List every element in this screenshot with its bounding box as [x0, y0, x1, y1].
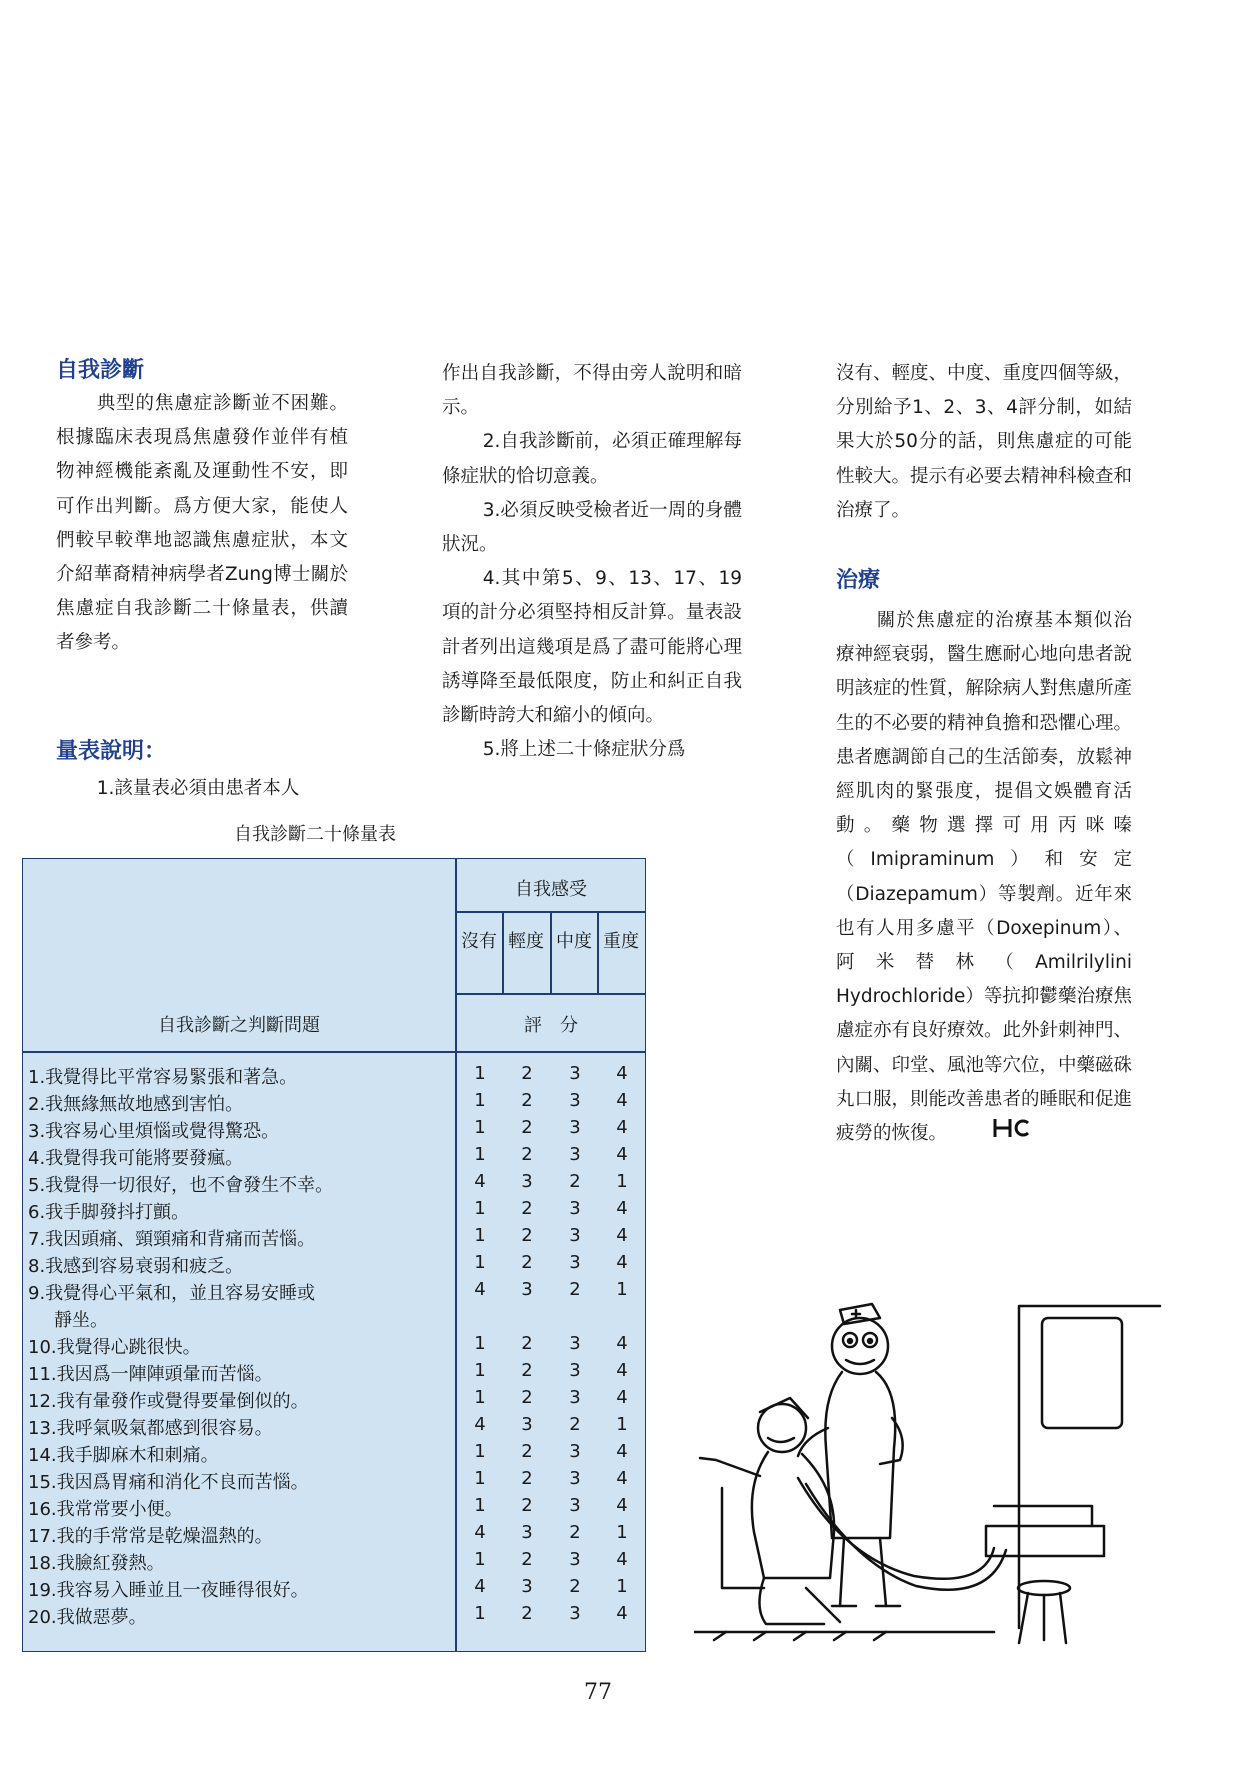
divider: [597, 911, 599, 993]
divider: [455, 859, 457, 1651]
header-question: 自我診斷之判斷問題: [158, 1015, 320, 1036]
header-level-mild: 輕度: [508, 931, 544, 952]
scale-note-5-end: 沒有、輕度、中度、重度四個等級，分別給予1、2、3、4評分制，如結果大於50分的話，則焦慮症的可能性較大。提示有必要去精神科檢查和治療了。: [836, 363, 1133, 521]
header-level-severe: 重度: [603, 931, 639, 952]
divider: [455, 993, 645, 995]
scale-note-5-start: 5.將上述二十條症狀分爲: [482, 739, 686, 761]
page-number: 77: [584, 1680, 612, 1705]
heading-treatment: 治療: [836, 568, 881, 593]
scale-note-2: 2.自我診斷前，必須正確理解每條症狀的恰切意義。: [442, 431, 742, 487]
table-caption: 自我診斷二十條量表: [234, 824, 396, 845]
divider: [23, 1051, 645, 1053]
scale-note-3: 3.必須反映受檢者近一周的身體狀況。: [442, 499, 742, 556]
scale-note-4: 4.其中第5、9、13、17、19項的計分必須堅持相反計算。量表設計者列出這幾項是爲了盡可能將心理誘導降至最低限度，防止和糾正自我診斷時誇大和縮小的傾向。: [442, 568, 742, 727]
scale-note-1-start: 1.該量表必須由患者本人: [96, 778, 300, 799]
scale-note-1-end: 作出自我診斷，不得由旁人說明和暗示。: [442, 363, 742, 419]
header-level-none: 沒有: [461, 931, 497, 952]
hc-logo: [951, 1117, 1032, 1151]
intro-text: 典型的焦慮症診斷並不困難。根據臨床表現爲焦慮發作並伴有植物神經機能紊亂及運動性不安，即可作出判斷。爲方便大家，能使人們較早較準地認識焦慮症狀，本文介紹華裔精神病學者Zung博士關於焦慮症自我診斷二十條量表，供讀者參考。: [56, 393, 348, 654]
header-score: 評 分: [524, 1015, 578, 1036]
doctor-patient-illustration: [694, 1288, 1174, 1648]
divider: [550, 911, 552, 993]
divider: [502, 911, 504, 993]
header-level-moderate: 中度: [556, 931, 592, 952]
scale-notes-column: [442, 357, 742, 767]
intro-paragraph: [56, 387, 348, 661]
heading-self-diagnosis: 自我診斷: [56, 358, 145, 383]
treatment-paragraph: [836, 604, 1132, 1151]
treatment-text: 關於焦慮症的治療基本類似治療神經衰弱，醫生應耐心地向患者說明該症的性質，解除病人對焦慮所產生的不必要的精神負擔和恐懼心理。患者應調節自己的生活節奏，放鬆神經肌肉的緊張度，提倡文娛體育活動。藥物選擇可用丙咪嗪（Imipraminum）和安定（Diazepamum）等製劑。近年來也有人用多慮平（Doxepinum）、阿米替林（Amilrilylini Hydrochloride）等抗抑鬱藥治療焦慮症亦有良好療效。此外針刺神門、內關、印堂、風池等穴位，中藥磁硃丸口服，則能改善患者的睡眠和促進疲勞的恢復。: [836, 610, 1133, 1145]
heading-scale-notes: 量表說明：: [56, 739, 167, 764]
header-self-feeling: 自我感受: [515, 879, 587, 900]
